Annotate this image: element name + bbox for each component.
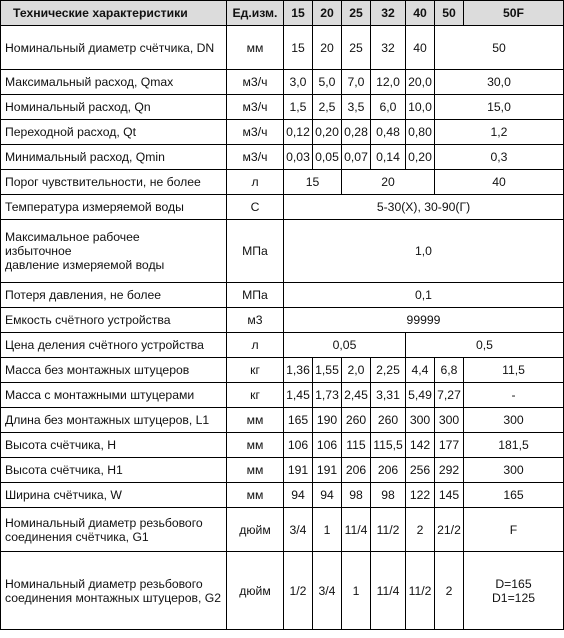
cell: - xyxy=(464,383,564,408)
cell: 145 xyxy=(435,483,464,508)
cell: 142 xyxy=(406,433,435,458)
row-label: Масса с монтажными штуцерами xyxy=(1,383,227,408)
row-label: Емкость счётного устройства xyxy=(1,308,227,333)
row-unit: кг xyxy=(227,358,284,383)
cell: 1,5 xyxy=(284,95,313,120)
cell: 7,0 xyxy=(342,70,371,95)
cell: 300 xyxy=(464,408,564,433)
cell: 5,0 xyxy=(313,70,342,95)
cell: 11/4 xyxy=(342,508,371,552)
row-unit: С xyxy=(227,195,284,220)
cell: 2,5 xyxy=(313,95,342,120)
table-row-capacity xyxy=(1,308,564,333)
cell: 260 xyxy=(371,408,406,433)
cell: 2,45 xyxy=(342,383,371,408)
cell: 1 xyxy=(342,552,371,630)
cell-line: D1=125 xyxy=(491,590,536,605)
cell: 1,2 xyxy=(435,120,564,145)
row-unit: кг xyxy=(227,383,284,408)
header-col-20: 20 xyxy=(313,1,342,26)
row-unit: л xyxy=(227,333,284,358)
header-col-50f: 50F xyxy=(464,1,564,26)
cell: F xyxy=(464,508,564,552)
cell: 1 xyxy=(313,508,342,552)
cell: 1,45 xyxy=(284,383,313,408)
table-row-g2 xyxy=(1,552,564,630)
cell: 1,36 xyxy=(284,358,313,383)
cell: 0,5 xyxy=(406,333,564,358)
row-label: Цена деления счётного устройства xyxy=(1,333,227,358)
table-row-pressure xyxy=(1,220,564,283)
cell: 0,1 xyxy=(284,283,564,308)
cell: 260 xyxy=(342,408,371,433)
cell: 94 xyxy=(284,483,313,508)
cell: 98 xyxy=(371,483,406,508)
cell: 2,0 xyxy=(342,358,371,383)
table-row-pressure-loss xyxy=(1,283,564,308)
cell: 0,28 xyxy=(342,120,371,145)
table-row-mass-without xyxy=(1,358,564,383)
row-label: Номинальный диаметр счётчика, DN xyxy=(1,26,227,70)
row-unit: мм xyxy=(227,458,284,483)
cell: 1/2 xyxy=(284,552,313,630)
cell: 3,31 xyxy=(371,383,406,408)
cell: 11,5 xyxy=(464,358,564,383)
table-row-threshold xyxy=(1,170,564,195)
cell: 5,49 xyxy=(406,383,435,408)
table-row-qmax xyxy=(1,70,564,95)
cell: 1,55 xyxy=(313,358,342,383)
cell: 3,5 xyxy=(342,95,371,120)
table-row-division xyxy=(1,333,564,358)
header-col-50: 50 xyxy=(435,1,464,26)
row-label: Переходной расход, Qt xyxy=(1,120,227,145)
row-label: Номинальный расход, Qn xyxy=(1,95,227,120)
cell: 191 xyxy=(284,458,313,483)
cell: 2 xyxy=(435,552,464,630)
cell: 165 xyxy=(284,408,313,433)
cell: 40 xyxy=(406,26,435,70)
cell: 191 xyxy=(313,458,342,483)
cell: 98 xyxy=(342,483,371,508)
row-label: Ширина счётчика, W xyxy=(1,483,227,508)
cell: 11/2 xyxy=(371,508,406,552)
row-label: Высота счётчика, H xyxy=(1,433,227,458)
cell: 177 xyxy=(435,433,464,458)
row-unit: МПа xyxy=(227,283,284,308)
row-unit: дюйм xyxy=(227,508,284,552)
cell: 20 xyxy=(313,26,342,70)
row-unit: м3/ч xyxy=(227,95,284,120)
row-label-line: избыточное xyxy=(5,244,72,258)
row-unit: дюйм xyxy=(227,552,284,630)
cell: 94 xyxy=(313,483,342,508)
row-unit: м3 xyxy=(227,308,284,333)
cell: 15 xyxy=(284,26,313,70)
row-label: Порог чувствительности, не более xyxy=(1,170,227,195)
row-label: Максимальный расход, Qmax xyxy=(1,70,227,95)
cell: 6,8 xyxy=(435,358,464,383)
cell: 21/2 xyxy=(435,508,464,552)
cell: 165 xyxy=(464,483,564,508)
cell: 0,14 xyxy=(371,145,406,170)
row-unit: мм xyxy=(227,26,284,70)
table-row-mass-with xyxy=(1,383,564,408)
cell: 0,20 xyxy=(406,145,435,170)
cell: 0,20 xyxy=(313,120,342,145)
cell: 1,0 xyxy=(284,220,564,283)
table-header-row xyxy=(1,1,564,26)
table-row-width xyxy=(1,483,564,508)
cell: 25 xyxy=(342,26,371,70)
cell: 50 xyxy=(435,26,564,70)
table-row-height-h xyxy=(1,433,564,458)
row-unit: мм xyxy=(227,483,284,508)
table-row-dn xyxy=(1,26,564,70)
cell: 4,4 xyxy=(406,358,435,383)
cell: 1,73 xyxy=(313,383,342,408)
cell: 0,05 xyxy=(313,145,342,170)
table-row-qn xyxy=(1,95,564,120)
cell: 256 xyxy=(406,458,435,483)
cell: 3,0 xyxy=(284,70,313,95)
row-unit: л xyxy=(227,170,284,195)
cell: 11/2 xyxy=(406,552,435,630)
header-col-25: 25 xyxy=(342,1,371,26)
row-label-line: давление измеряемой воды xyxy=(5,258,165,272)
row-label: Потеря давления, не более xyxy=(1,283,227,308)
table-row-height-h1 xyxy=(1,458,564,483)
cell: 206 xyxy=(371,458,406,483)
cell: 0,3 xyxy=(435,145,564,170)
row-label: Номинальный диаметр резьбового соединения счётчика, G1 xyxy=(1,508,227,552)
cell-line: D=165 xyxy=(495,576,532,591)
cell: 20,0 xyxy=(406,70,435,95)
cell: 2,25 xyxy=(371,358,406,383)
row-unit: МПа xyxy=(227,220,284,283)
cell: 5-30(Х), 30-90(Г) xyxy=(284,195,564,220)
cell: 181,5 xyxy=(464,433,564,458)
cell: 300 xyxy=(464,458,564,483)
row-label: Температура измеряемой воды xyxy=(1,195,227,220)
table-row-qt xyxy=(1,120,564,145)
cell: 15 xyxy=(284,170,342,195)
cell: 40 xyxy=(435,170,564,195)
cell: 11/4 xyxy=(371,552,406,630)
cell: 0,07 xyxy=(342,145,371,170)
cell: 12,0 xyxy=(371,70,406,95)
row-label-line: Максимальное рабочее xyxy=(5,230,140,244)
cell: 0,05 xyxy=(284,333,406,358)
header-col-32: 32 xyxy=(371,1,406,26)
cell: 115,5 xyxy=(371,433,406,458)
cell: 0,12 xyxy=(284,120,313,145)
cell: 0,48 xyxy=(371,120,406,145)
cell: 0,03 xyxy=(284,145,313,170)
cell: 6,0 xyxy=(371,95,406,120)
cell: 122 xyxy=(406,483,435,508)
row-label xyxy=(1,220,227,283)
table-row-temperature xyxy=(1,195,564,220)
cell: 206 xyxy=(342,458,371,483)
header-col-15: 15 xyxy=(284,1,313,26)
table-row-length xyxy=(1,408,564,433)
row-label: Высота счётчика, H1 xyxy=(1,458,227,483)
cell: 99999 xyxy=(284,308,564,333)
table-row-qmin xyxy=(1,145,564,170)
row-unit: м3/ч xyxy=(227,120,284,145)
cell: 300 xyxy=(435,408,464,433)
cell: 2 xyxy=(406,508,435,552)
row-unit: мм xyxy=(227,433,284,458)
row-unit: мм xyxy=(227,408,284,433)
cell: 32 xyxy=(371,26,406,70)
cell xyxy=(464,552,564,630)
cell: 3/4 xyxy=(284,508,313,552)
cell: 0,80 xyxy=(406,120,435,145)
cell: 190 xyxy=(313,408,342,433)
cell: 300 xyxy=(406,408,435,433)
row-label: Длина без монтажных штуцеров, L1 xyxy=(1,408,227,433)
cell: 106 xyxy=(284,433,313,458)
row-label: Номинальный диаметр резьбового соединения монтажных штуцеров, G2 xyxy=(1,552,227,630)
cell: 30,0 xyxy=(435,70,564,95)
row-label: Минимальный расход, Qmin xyxy=(1,145,227,170)
cell: 15,0 xyxy=(435,95,564,120)
cell: 106 xyxy=(313,433,342,458)
header-name: Технические характеристики xyxy=(1,1,227,26)
row-unit: м3/ч xyxy=(227,70,284,95)
table-row-g1 xyxy=(1,508,564,552)
row-unit: м3/ч xyxy=(227,145,284,170)
cell: 3/4 xyxy=(313,552,342,630)
cell: 292 xyxy=(435,458,464,483)
cell: 7,27 xyxy=(435,383,464,408)
cell: 115 xyxy=(342,433,371,458)
cell: 20 xyxy=(342,170,435,195)
row-label: Масса без монтажных штуцеров xyxy=(1,358,227,383)
header-unit: Ед.изм. xyxy=(227,1,284,26)
header-col-40: 40 xyxy=(406,1,435,26)
cell: 10,0 xyxy=(406,95,435,120)
